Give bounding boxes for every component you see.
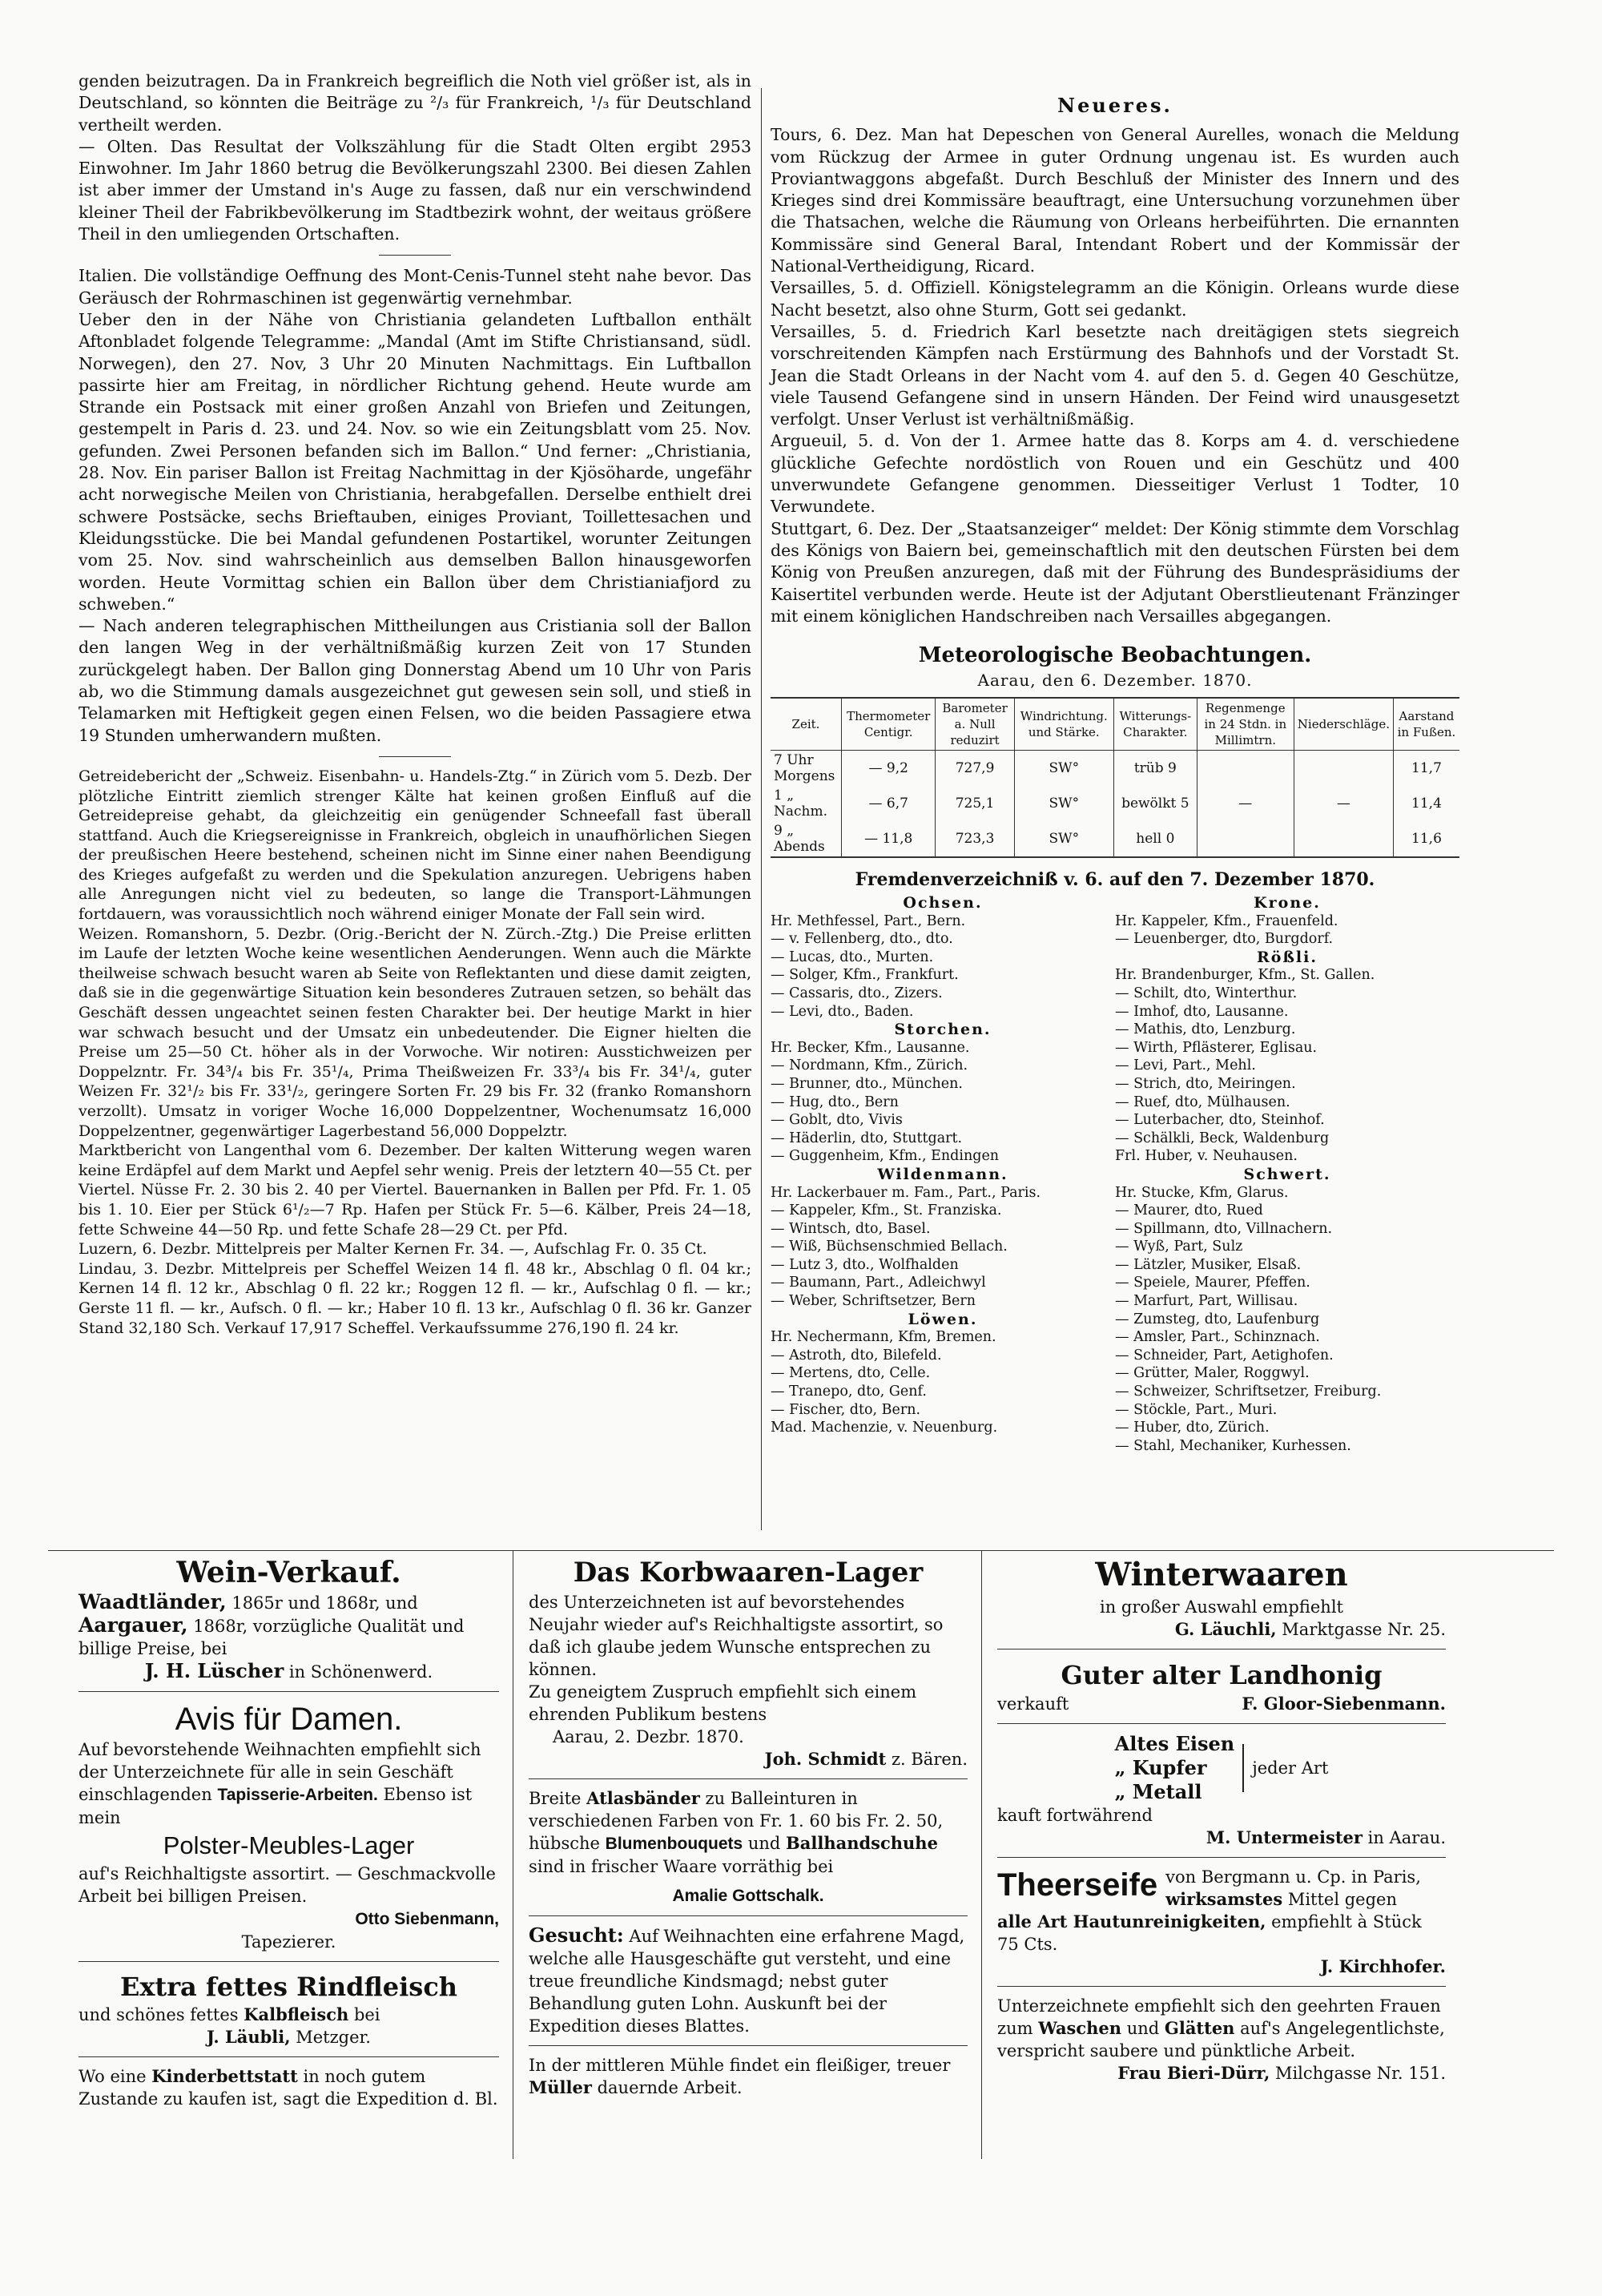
guest-entry: — Cassaris, dto., Zizers. xyxy=(771,985,943,1001)
meteo-header: Windrichtung. und Stärke. xyxy=(1014,698,1113,751)
ad-atlas-text: Breite Atlasbänder zu Balleinturen in verschiedenen Farben von Fr. 1. 60 bis Fr. 2. 50, hübsche Blumenbouquets und Ballhandschuhe sind in frischer Waare vorräthig bei xyxy=(529,1788,944,1876)
article-getreide: Getreidebericht der „Schweiz. Eisenbahn- u. Handels-Ztg.“ in Zürich vom 5. Dezb. Der plötzliche Eintritt ziemlich strenger Kälte hat keinen großen Einfluß auf die Getreidepreise gehabt, da gleichzeitig ein genügender Schneefall fast überall stattfand. Auch die Kriegsereignisse in Frankreich, obgleich in unaufhörlichen Siegen der preußischen Heere bestehend, scheinen nicht im Sinne einer nahen Beendigung des Krieges aufgefaßt zu werden und die Spekulation anzuregen. Uebrigens haben alle Anregungen nicht viel zu bedeuten, so lange die Transport-Lähmungen fortdauern, was voraussichtlich noch während einiger Monate der Fall sein wird. xyxy=(78,767,751,924)
divider xyxy=(379,756,451,757)
ad-wein-text: Waadtländer, 1865r und 1868r, und Aargauer, 1868r, vorzügliche Qualität und billige Preise, bei J. H. Lüscher in Schönenwerd. xyxy=(78,1590,465,1682)
guest-entry: — Schneider, Part, Aetighofen. xyxy=(1115,1347,1334,1364)
table-cell xyxy=(1294,821,1393,857)
table-row xyxy=(771,750,1459,786)
guest-entry: — Grütter, Maler, Roggwyl. xyxy=(1115,1365,1310,1382)
guest-entry: — Kappeler, Kfm., St. Franziska. xyxy=(771,1202,1002,1219)
ad-avis-signature: Otto Siebenmann, xyxy=(355,1910,499,1928)
guest-entry: — Speiele, Maurer, Pfeffen. xyxy=(1115,1275,1310,1291)
table-cell: trüb 9 xyxy=(1113,750,1197,786)
hotel-heading: Ochsen. xyxy=(903,894,983,912)
news-versailles-1: Versailles, 5. d. Offiziell. Königstelegramm an die Königin. Orleans wurde diese Nacht besetzt, also ohne Sturm, Gott sei gedankt. xyxy=(771,278,1459,320)
divider xyxy=(78,1961,499,1962)
guest-entry: — Amsler, Part., Schinznach. xyxy=(1115,1329,1320,1346)
guest-entry: Mad. Machenzie, v. Neuenburg. xyxy=(771,1420,998,1436)
ad-eisen-signature: M. Untermeister in Aarau. xyxy=(1206,1827,1446,1847)
table-row xyxy=(771,821,1459,857)
guest-entry: — Levi, dto., Baden. xyxy=(771,1003,914,1020)
guest-entry: — Leuenberger, dto, Burgdorf. xyxy=(1115,931,1334,948)
ad-avis-lager: Polster-Meubles-Lager xyxy=(163,1831,415,1859)
fremden-title: Fremdenverzeichniß v. 6. auf den 7. Dezember 1870. xyxy=(855,868,1375,890)
table-cell: 725,1 xyxy=(936,786,1014,821)
ads-top-rule xyxy=(48,1550,1554,1551)
guest-entry: — Nordmann, Kfm., Zürich. xyxy=(771,1057,968,1074)
guest-entry: Hr. Becker, Kfm., Lausanne. xyxy=(771,1039,970,1056)
ad-winter-title: Winterwaaren xyxy=(1095,1556,1348,1593)
guest-entry: — Wintsch, dto, Basel. xyxy=(771,1220,931,1237)
meteo-title: Meteorologische Beobachtungen. xyxy=(918,643,1312,668)
meteo-header: Witterungs-Charakter. xyxy=(1113,698,1197,751)
guest-entry: — Wiß, Büchsenschmied Bellach. xyxy=(771,1239,1008,1255)
guest-entry: Hr. Stucke, Kfm, Glarus. xyxy=(1115,1184,1289,1201)
news-argueuil: Argueuil, 5. d. Von der 1. Armee hatte das 8. Korps am 4. d. verschiedene glückliche Gefechte nordöstlich von Rouen und ein Geschütz und 400 unverwundete Gefangene genommen. Diesseitiger Verlust 1 Todter, 10 Verwundete. xyxy=(771,431,1459,517)
ad-waschen-text: Unterzeichnete empfiehlt sich den geehrten Frauen zum Waschen und Glätten auf's Angelegentlichste, verspricht saubere und pünktliche Arbeit. xyxy=(997,1996,1445,2060)
table-cell: 727,9 xyxy=(936,750,1014,786)
guest-entry: — Schweizer, Schriftsetzer, Freiburg. xyxy=(1115,1384,1382,1400)
hotel-heading: Wildenmann. xyxy=(877,1165,1008,1183)
divider xyxy=(997,1986,1446,1987)
ad-gesucht-text: Gesucht: Auf Weihnachten eine erfahrene Magd, welche alle Hausgeschäfte gut versteht, und eine treue freundliche Kindsmagd; nebst guter Behandlung guten Lohn. Auskunft bei der Expedition dieses Blattes. xyxy=(529,1923,965,2036)
table-cell: 11,7 xyxy=(1393,750,1459,786)
guest-entry: — Astroth, dto, Bilefeld. xyxy=(771,1347,942,1364)
guest-entry: — Luterbacher, dto, Steinhof. xyxy=(1115,1112,1325,1129)
ad-waschen-signature: Frau Bieri-Dürr, Milchgasse Nr. 151. xyxy=(1117,2063,1446,2083)
hotel-heading: Rößli. xyxy=(1257,948,1318,966)
divider xyxy=(529,2045,968,2046)
news-tours: Tours, 6. Dez. Man hat Depeschen von General Aurelles, wonach die Meldung vom Rückzug der Armee in guter Ordnung ungenau ist. Es wurden auch Proviantwaggons abgefaßt. Durch Beschluß der Minister des Innern und des Krieges sind drei Kommissäre beauftragt, eine Untersuchung vorzunehmen über die Thatsachen, welche die Räumung von Orleans herbeiführten. Die ernannten Kommissäre sind General Baral, Intendant Robert und der Kommissär der National-Vertheidigung, Ricard. xyxy=(771,125,1459,276)
ads-column-2 xyxy=(529,1554,968,2099)
column-divider xyxy=(761,88,762,1530)
left-column xyxy=(78,70,751,1338)
guest-entry: Hr. Brandenburger, Kfm., St. Gallen. xyxy=(1115,967,1375,984)
ad-eisen-items: Altes Eisen „ Kupfer „ Metall xyxy=(1114,1732,1235,1803)
meteo-header: Regenmenge in 24 Stdn. in Millimtrn. xyxy=(1197,698,1294,751)
guest-entry: — Wyß, Part, Sulz xyxy=(1115,1239,1243,1255)
article-lindau: Lindau, 3. Dezbr. Mittelpreis per Scheffel Weizen 14 fl. 48 kr., Abschlag 0 fl. 04 kr.; Kernen 14 fl. 12 kr., Abschlag 0 fl. 22 kr.; Roggen 12 fl. — kr., Aufschlag 0 fl. — kr.; Gerste 11 fl. — kr., Aufsch. 0 fl. — kr.; Haber 10 fl. 13 kr., Aufschlag 0 fl. 36 kr. Ganzer Stand 32,180 Sch. Verkauf 17,917 Scheffel. Verkaufssumme 276,190 fl. 24 kr. xyxy=(78,1259,751,1337)
meteo-subtitle: Aarau, den 6. Dezember. 1870. xyxy=(977,671,1253,691)
guest-entry: Hr. Lackerbauer m. Fam., Part., Paris. xyxy=(771,1184,1041,1201)
guest-entry: — v. Fellenberg, dto., dto. xyxy=(771,931,953,948)
guest-entry: — Lätzler, Musiker, Elsaß. xyxy=(1115,1256,1302,1273)
guest-entry: — Baumann, Part., Adleichwyl xyxy=(771,1275,986,1291)
ad-rind-text: und schönes fettes Kalbfleisch bei J. Läubli, Metzger. xyxy=(78,2004,380,2047)
brace-icon xyxy=(1242,1744,1244,1792)
guest-entry: — Zumsteg, dto, Laufenburg xyxy=(1115,1311,1320,1327)
article-olten: — Olten. Das Resultat der Volkszählung für die Stadt Olten ergibt 2953 Einwohner. Im Jahr 1860 betrug die Bevölkerungszahl 2300. Bei diesen Zahlen ist aber immer der Umstand in's Auge zu fassen, daß nur ein verschwindend kleiner Theil der Fabrikbevölkerung im Stadtbezirk wohnt, der weitaus größere Theil in den umliegenden Ortschaften. xyxy=(78,136,751,244)
guest-entry: — Schilt, dto, Winterthur. xyxy=(1115,985,1298,1001)
hotel-heading: Löwen. xyxy=(908,1310,978,1328)
table-cell: — xyxy=(1197,786,1294,821)
guest-entry: — Stöckle, Part., Muri. xyxy=(1115,1401,1278,1418)
guest-entry: — Huber, dto, Zürich. xyxy=(1115,1420,1270,1436)
hotel-heading: Storchen. xyxy=(894,1021,992,1039)
ad-korb-text-2: Zu geneigtem Zuspruch empfiehlt sich einem ehrenden Publikum bestens xyxy=(529,1682,917,1724)
ad-eisen-block: Altes Eisen „ Kupfer „ Metall jeder Art xyxy=(1114,1732,1329,1803)
article-weizen: Weizen. Romanshorn, 5. Dezbr. (Orig.-Bericht der N. Zürch.-Ztg.) Die Preise erlitten im Laufe der letzten Woche keine wesentlichen Aenderungen. Wenn auch die Märkte theilweise schwach besucht waren ab Seite von Reflektanten und diese damit zeigten, daß sie in die gegenwärtige Situation kein besonderes Zutrauen setzen, so behält das Geschäft dessen ungeachtet seinen festen Charakter bei. Der heutige Markt in hier war schwach besucht und der Umsatz ein unbedeutender. Die Eigner hielten die Preise um 25—50 Ct. höher als in der Vorwoche. Wir notiren: Ausstichweizen per Doppelzntr. Fr. 34³/₄ bis Fr. 35¹/₄, Prima Theißweizen Fr. 33³/₄ bis Fr. 34¹/₄, guter Weizen Fr. 32¹/₂ bis Fr. 33¹/₂, geringere Sorten Fr. 29 bis Fr. 32 (franko Romanshorn verzollt). Umsatz in voriger Woche 16,000 Doppelzentner, Wochenumsatz 16,000 Doppelzentner, gegenwärtiger Lagerbestand 56,000 Doppelztr. xyxy=(78,924,751,1140)
table-cell xyxy=(1294,750,1393,786)
divider xyxy=(78,1691,499,1692)
table-cell: 723,3 xyxy=(936,821,1014,857)
ad-avis-text: Auf bevorstehende Weihnachten empfiehlt sich der Unterzeichnete für alle in sein Geschäft einschlagenden Tapisserie-Arbeiten. Ebenso ist mein xyxy=(78,1740,481,1827)
ad-eisen-text: kauft fortwährend xyxy=(997,1806,1153,1825)
table-cell: 11,6 xyxy=(1393,821,1459,857)
guest-entry: — Stahl, Mechaniker, Kurhessen. xyxy=(1115,1437,1351,1454)
article-balloon: Ueber den in der Nähe von Christiania gelandeten Luftballon enthält Aftonbladet folgende Telegramme: „Mandal (Amt im Stifte Christiansand, südl. Norwegen), den 27. Nov, 3 Uhr 20 Minuten Nachmittags. Ein Luftballon passirte hier am Freitag, in nördlicher Richtung gehend. Heute wurde am Strande ein Postsack mit einer großen Anzahl von Briefen und Zeitungen, gestempelt in Paris d. 23. und 24. Nov. so wie ein Zeitungsblatt vom 25. Nov. gefunden. Zwei Personen befanden sich im Ballon.“ Und ferner: „Christiania, 28. Nov. Ein pariser Ballon ist Freitag Nachmittag in der Kjösöharde, ungefähr acht norwegische Meilen von Christiania, herabgefallen. Derselbe enthielt drei schwere Postsäcke, sechs Brieftauben, einiges Proviant, Toillettesachen und Kleidungsstücke. Die bei Mandal gefundenen Postartikel, worunter Zeitungen vom 25. Nov. sind wahrscheinlich aus demselben Ballon hinausgeworfen worden. Heute Vormittag schien ein Ballon über dem Christianiafjord zu schweben.“ xyxy=(78,309,751,614)
ad-avis-text-2: auf's Reichhaltigste assortirt. — Geschmackvolle Arbeit bei billigen Preisen. xyxy=(78,1864,496,1906)
article-balloon-2: — Nach anderen telegraphischen Mittheilungen aus Cristiania soll der Ballon den langen Weg in der verhältnißmäßig kurzen Zeit von 17 Stunden zurückgelegt haben. Der Ballon ging Donnerstag Abend um 10 Uhr von Paris ab, wo die Stimmung damals ausgezeichnet gut gewesen sein soll, und stieß in Telamarken mit Heftigkeit gegen einen Felsen, wo die beiden Passagiere etwa 19 Stunden umherwandern mußten. xyxy=(78,616,751,745)
ad-atlas-signature: Amalie Gottschalk. xyxy=(672,1887,824,1905)
ad-winter-signature: G. Läuchli, Marktgasse Nr. 25. xyxy=(1174,1619,1446,1639)
article-paragraph: genden beizutragen. Da in Frankreich begreiflich die Noth viel größer ist, als in Deutschland, so könnten die Beiträge zu ²/₃ für Frankreich, ¹/₃ für Deutschland vertheilt werden. xyxy=(78,71,751,135)
meteo-table xyxy=(771,697,1459,858)
guest-entry: — Brunner, dto., München. xyxy=(771,1075,963,1092)
guest-entry: — Tranepo, dto, Genf. xyxy=(771,1384,927,1400)
section-header: Neueres. xyxy=(1057,94,1173,117)
guest-entry: Hr. Nechermann, Kfm, Bremen. xyxy=(771,1329,996,1346)
table-cell xyxy=(1197,821,1294,857)
guest-entry: — Ruef, dto, Mülhausen. xyxy=(1115,1094,1290,1110)
table-cell: — xyxy=(1294,786,1393,821)
guest-entry: — Marfurt, Part, Willisau. xyxy=(1115,1293,1298,1310)
guest-entry: — Hug, dto., Bern xyxy=(771,1094,899,1110)
ad-bett-text: Wo eine Kinderbettstatt in noch gutem Zustande zu kaufen ist, sagt die Expedition d. Bl. xyxy=(78,2066,498,2109)
ad-korb-signature: Joh. Schmidt z. Bären. xyxy=(764,1749,968,1769)
ad-wein-title: Wein-Verkauf. xyxy=(176,1556,401,1589)
divider xyxy=(78,2056,499,2057)
divider xyxy=(379,255,451,256)
table-cell: SW° xyxy=(1014,821,1113,857)
hotel-heading: Schwert. xyxy=(1243,1165,1331,1183)
right-column xyxy=(771,95,1459,1471)
guest-entry: Frl. Huber, v. Neuhausen. xyxy=(1115,1148,1298,1165)
article-langenthal: Marktbericht von Langenthal vom 6. Dezember. Der kalten Witterung wegen waren keine Erdäpfel auf dem Markt und Aepfel sehr wenig. Preis der letztern 40—55 Ct. per Viertel. Nüsse Fr. 2. 30 bis 2. 40 per Viertel. Bauernanken in Ballen per Pfd. Fr. 1. 05 bis 1. 10. Eier per Stück 6¹/₂—7 Rp. Hafen per Stück Fr. 5—6. Kälber, Preis 24—18, fette Schweine 44—50 Rp. und fette Schafe 28—29 Ct. per Pfd. xyxy=(78,1142,751,1239)
table-cell: 7 Uhr Morgens xyxy=(774,751,835,784)
table-cell: 1 „ Nachm. xyxy=(774,787,828,820)
ad-korb-place: Aarau, 2. Dezbr. 1870. xyxy=(553,1727,744,1746)
divider xyxy=(997,1857,1446,1858)
table-cell xyxy=(1197,750,1294,786)
meteo-header: Niederschläge. xyxy=(1294,698,1393,751)
ads-column-1 xyxy=(78,1554,499,2110)
guest-entry: — Spillmann, dto, Villnachern. xyxy=(1115,1220,1333,1237)
ad-theer-block: Theerseife von Bergmann u. Cp. in Paris, wirksamstes Mittel gegen alle Art Hautunreinigkeiten, empfiehlt à Stück 75 Cts. xyxy=(997,1867,1422,1954)
guest-entry: — Lucas, dto., Murten. xyxy=(771,949,934,965)
ad-theer-signature: J. Kirchhofer. xyxy=(1320,1956,1446,1976)
guest-entry: — Mathis, dto, Lenzburg. xyxy=(1115,1021,1296,1038)
ads-column-3 xyxy=(997,1554,1446,2085)
guest-entry: — Lutz 3, dto., Wolfhalden xyxy=(771,1256,959,1273)
divider xyxy=(529,1778,968,1779)
hotel-heading: Krone. xyxy=(1254,894,1321,912)
guest-entry: — Levi, Part., Mehl. xyxy=(1115,1057,1256,1074)
guest-entry: — Weber, Schriftsetzer, Bern xyxy=(771,1293,976,1310)
article-italien: Italien. Die vollständige Oeffnung des Mont-Cenis-Tunnel steht nahe bevor. Das Geräusch der Rohrmaschinen ist gegenwärtig vernehmbar. xyxy=(78,266,751,308)
ad-korb-text: des Unterzeichneten ist auf bevorstehendes Neujahr wieder auf's Reichhaltigste assortirt, so daß ich glaube jedem Wunsche entsprechen zu können. xyxy=(529,1593,944,1679)
guest-entry: — Mertens, dto, Celle. xyxy=(771,1365,931,1382)
meteo-header: Aarstand in Fußen. xyxy=(1393,698,1459,751)
ad-winter-text: in großer Auswahl empfiehlt xyxy=(1100,1597,1343,1617)
guest-entry: — Maurer, dto, Rued xyxy=(1115,1202,1263,1219)
guest-entry: — Häderlin, dto, Stuttgart. xyxy=(771,1130,963,1146)
table-cell: — 9,2 xyxy=(841,750,935,786)
article-luzern: Luzern, 6. Dezbr. Mittelpreis per Malter Kernen Fr. 34. —, Aufschlag Fr. 0. 35 Ct. xyxy=(78,1240,707,1259)
ad-avis-profession: Tapezierer. xyxy=(241,1932,336,1952)
table-cell: SW° xyxy=(1014,786,1113,821)
meteo-header: Barometer a. Null reduzirt xyxy=(936,698,1014,751)
table-cell: — 11,8 xyxy=(841,821,935,857)
guest-entry: Hr. Kappeler, Kfm., Frauenfeld. xyxy=(1115,912,1338,929)
table-cell: 9 „ Abends xyxy=(774,822,825,855)
guest-entry: — Schälkli, Beck, Waldenburg xyxy=(1115,1130,1330,1146)
table-cell: — 6,7 xyxy=(841,786,935,821)
ad-honig-text: verkauft F. Gloor-Siebenmann. xyxy=(997,1694,1446,1714)
table-cell: 11,4 xyxy=(1393,786,1459,821)
table-cell: hell 0 xyxy=(1113,821,1197,857)
divider xyxy=(529,1915,968,1916)
divider xyxy=(997,1723,1446,1724)
fremden-list xyxy=(771,894,1459,1471)
fremden-right xyxy=(1115,894,1459,1455)
ad-avis-title: Avis für Damen. xyxy=(175,1702,403,1737)
table-cell: SW° xyxy=(1014,750,1113,786)
ads-divider xyxy=(981,1550,982,2159)
guest-entry: — Solger, Kfm., Frankfurt. xyxy=(771,967,959,984)
ad-honig-title: Guter alter Landhonig xyxy=(1061,1660,1383,1690)
table-cell: bewölkt 5 xyxy=(1113,786,1197,821)
guest-entry: — Strich, dto, Meiringen. xyxy=(1115,1075,1296,1092)
guest-entry: — Wirth, Pflästerer, Eglisau. xyxy=(1115,1039,1318,1056)
news-stuttgart: Stuttgart, 6. Dez. Der „Staatsanzeiger“ meldet: Der König stimmte dem Vorschlag des Königs von Baiern bei, gemeinschaftlich mit den deutschen Fürsten bei dem König von Preußen anzuregen, daß mit der Führung des Bundespräsidiums der Kaisertitel verbunden werde. Heute ist der Adjutant Oberstlieutenant Fränzinger mit einem königlichen Handschreiben nach Versailles abgegangen. xyxy=(771,518,1459,626)
ad-korb-title: Das Korbwaaren-Lager xyxy=(573,1557,924,1589)
meteo-header: Zeit. xyxy=(791,716,820,731)
guest-entry: — Fischer, dto, Bern. xyxy=(771,1401,921,1418)
ad-rind-title: Extra fettes Rindfleisch xyxy=(119,1972,458,2002)
guest-entry: — Imhof, dto, Lausanne. xyxy=(1115,1003,1289,1020)
meteo-header: Thermometer Centigr. xyxy=(841,698,935,751)
guest-entry: — Guggenheim, Kfm., Endingen xyxy=(771,1148,1000,1165)
fremden-left xyxy=(771,894,1115,1437)
guest-entry: — Goblt, dto, Vivis xyxy=(771,1112,903,1129)
table-row xyxy=(771,786,1459,821)
news-versailles-2: Versailles, 5. d. Friedrich Karl besetzte nach dreitägigen stets siegreich vorschreitenden Kämpfen nach Erstürmung des Bahnhofs und der Vorstadt St. Jean die Stadt Orleans in der Nacht vom 4. auf den 5. d. Gegen 40 Geschütze, viele Tausend Gefangene sind in unsern Händen. Der Feind wird unausgesetzt verfolgt. Unser Verlust ist verhältnißmäßig. xyxy=(771,321,1459,429)
guest-entry: Hr. Methfessel, Part., Bern. xyxy=(771,912,966,929)
ad-muehle-text: In der mittleren Mühle findet ein fleißiger, treuer Müller dauernde Arbeit. xyxy=(529,2056,951,2097)
